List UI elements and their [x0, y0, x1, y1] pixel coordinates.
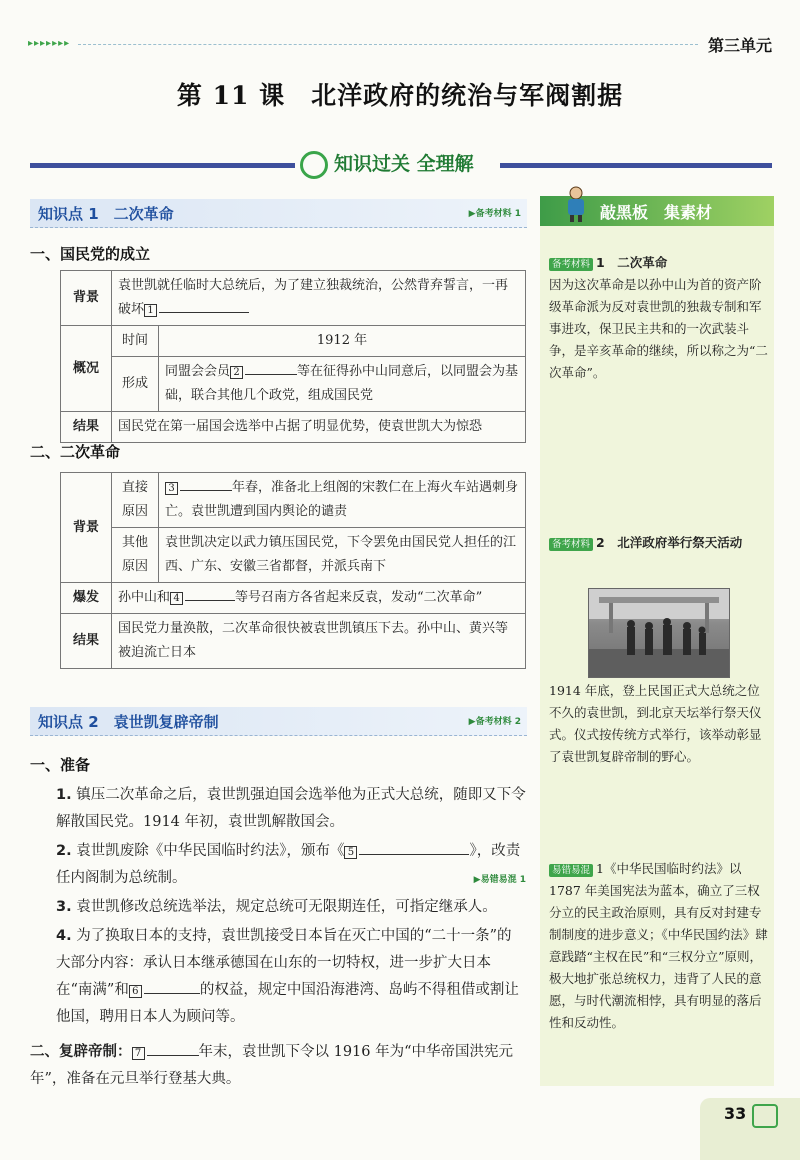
kp2-title: 知识点 2 袁世凯复辟帝制 [38, 713, 219, 731]
result2-text: 国民党力量涣散，二次革命很快被袁世凯镇压下去。孙中山、黄兴等被迫流亡日本 [112, 614, 526, 669]
fill-blank [147, 1055, 199, 1056]
item-text-a: 为了换取日本的支持，袁世凯接受日本旨在灭亡中国的“二十一条”的大部分内容：承认日本继承德国在山东的一切特权，进一步扩大日本在“南满”和 [56, 928, 512, 998]
ceremony-photo [588, 588, 730, 678]
lesson-title: 第 11 课 北洋政府的统治与军阀割据 [176, 81, 624, 110]
list-item [56, 838, 526, 892]
item-number: 4. [56, 928, 72, 944]
list-item [56, 923, 526, 1031]
result-label: 结果 [61, 412, 112, 443]
unit-label: 第三单元 [707, 36, 772, 55]
banner-text: 知识过关 全理解 [334, 153, 474, 175]
section-heading-1: 一、国民党的成立 [30, 245, 151, 263]
bg2-label: 背景 [61, 473, 112, 583]
teacher-icon [562, 186, 590, 222]
material-tag: 备考材料 [549, 538, 593, 551]
banner-rule-left [30, 163, 295, 168]
item-text: 袁世凯修改总统选举法，规定总统可无限期连任，可指定继承人。 [76, 899, 497, 915]
spiral-icon [300, 151, 328, 179]
material-1 [549, 252, 769, 384]
ceremony-photo-art [589, 589, 729, 677]
fill-blank [185, 600, 235, 601]
book-icon [752, 1104, 778, 1128]
other-label: 其他原因 [112, 528, 159, 583]
material-tag: 备考材料 [549, 258, 593, 271]
result-text: 国民党在第一届国会选举中占据了明显优势，使袁世凯大为惊恐 [112, 412, 526, 443]
time-value: 1912 年 [159, 326, 526, 357]
blank-num: 1 [144, 304, 157, 317]
fill-blank [144, 993, 200, 994]
burst-label: 爆发 [61, 583, 112, 614]
header-line [78, 44, 698, 45]
section-heading-2: 二、二次革命 [30, 443, 121, 461]
sidebar-header [540, 196, 774, 226]
error-note-1 [549, 858, 769, 1034]
fill-blank [359, 854, 469, 855]
form-cell [159, 357, 526, 412]
error-tag: ▶易错易混 1 [473, 875, 526, 885]
blank-num: 6 [129, 985, 142, 998]
form-text-a: 同盟会会员 [165, 364, 231, 379]
restoration-text: 年末，袁世凯下令以 1916 年为“中华帝国洪宪元年”，准备在元旦举行登基大典。 [30, 1044, 514, 1087]
blank-num: 2 [230, 366, 243, 379]
bg-text: 袁世凯就任临时大总统后，为了建立独裁统治，公然背弃誓言，一再破坏 [118, 278, 509, 317]
burst-text-b: 等号召南方各省起来反袁，发动“二次革命” [235, 590, 483, 605]
material-title: 1 二次革命 [596, 255, 668, 270]
item-text: 镇压二次革命之后，袁世凯强迫国会选举他为正式大总统，随即又下令解散国民党。1914 年初，袁世凯解散国会。 [56, 787, 526, 830]
kp1-title: 知识点 1 二次革命 [38, 205, 174, 223]
page-number: 33 [724, 1104, 747, 1123]
kp1-ref: ▶备考材料 1 [468, 209, 521, 219]
material-2 [549, 532, 769, 554]
bg-cell [112, 271, 526, 326]
blank-num: 3 [165, 482, 178, 495]
item-number: 2. [56, 843, 72, 859]
error-tag: 易错易混 [549, 864, 593, 877]
item-number: 1. [56, 787, 72, 803]
direct-cell [159, 473, 526, 528]
material-text: 因为这次革命是以孙中山为首的资产阶级革命派为反对袁世凯的独裁专制和军事进攻，保卫民主共和的一次武装斗争，是辛亥革命的继续，所以称之为“二次革命”。 [549, 277, 768, 380]
kmt-table [60, 270, 526, 443]
item-text-b: 》，改责任内阁制为总统制。 [56, 843, 521, 886]
item-number: 3. [56, 899, 72, 915]
error-text: 1《中华民国临时约法》以 1787 年美国宪法为蓝本，确立了三权分立的民主政治原则，具有反对封建专制制度的进步意义；《中华民国约法》肆意践踏“主权在民”和“三权分立”原则，极大地扩张总统权力，违背了人民的意愿，与时代潮流相悖，具有明显的落后性和反动性。 [549, 861, 768, 1030]
item-text-a: 袁世凯废除《中华民国临时约法》，颁布《 [76, 843, 345, 859]
page-corner [700, 1098, 800, 1160]
knowledge-point-2-bar [30, 707, 527, 736]
material-title: 2 北洋政府举行祭天活动 [596, 535, 743, 550]
list-item [56, 894, 526, 921]
bg-label: 背景 [61, 271, 112, 326]
list-item [56, 782, 526, 836]
knowledge-point-1-bar [30, 199, 527, 228]
material-2-text: 1914 年底，登上民国正式大总统之位不久的袁世凯，到北京天坛举行祭天仪式。仪式按传统方式举行，该举动彰显了袁世凯复辟帝制的野心。 [549, 683, 762, 764]
result2-label: 结果 [61, 614, 112, 669]
burst-cell [112, 583, 526, 614]
blank-num: 4 [170, 592, 183, 605]
header-dots: ▸▸▸▸▸▸▸ [28, 38, 71, 49]
other-text: 袁世凯决定以武力镇压国民党，下令罢免由国民党人担任的江西、广东、安徽三省都督，并派兵南下 [159, 528, 526, 583]
form-label: 形成 [112, 357, 159, 412]
time-label: 时间 [112, 326, 159, 357]
blank-num: 7 [132, 1047, 145, 1060]
direct-label: 直接原因 [112, 473, 159, 528]
banner-rule-right [500, 163, 772, 168]
section-heading-4: 二、复辟帝制： [30, 1044, 132, 1060]
fill-blank [245, 374, 297, 375]
item-text-b: 的权益，规定中国沿海港湾、岛屿不得租借或割让他国，聘用日本人为顾问等。 [56, 982, 519, 1025]
kp2-ref: ▶备考材料 2 [468, 717, 521, 727]
gk-label: 概况 [61, 326, 112, 412]
blank-num: 5 [344, 846, 357, 859]
restoration-paragraph [30, 1039, 526, 1093]
fill-blank [180, 490, 232, 491]
sidebar-title: 敲黑板 集素材 [600, 203, 713, 222]
burst-text-a: 孙中山和 [118, 590, 171, 605]
fill-blank [159, 312, 249, 313]
revolution-table [60, 472, 526, 669]
form-text-b: 等在征得孙中山同意后，以同盟会为基础，联合其他几个政党，组成国民党 [165, 364, 519, 403]
section-heading-3: 一、准备 [30, 756, 91, 774]
prep-list [56, 782, 526, 1033]
section-banner [300, 149, 496, 181]
direct-text: 年春，准备北上组阁的宋教仁在上海火车站遇刺身亡。袁世凯遭到国内舆论的谴责 [165, 480, 519, 519]
